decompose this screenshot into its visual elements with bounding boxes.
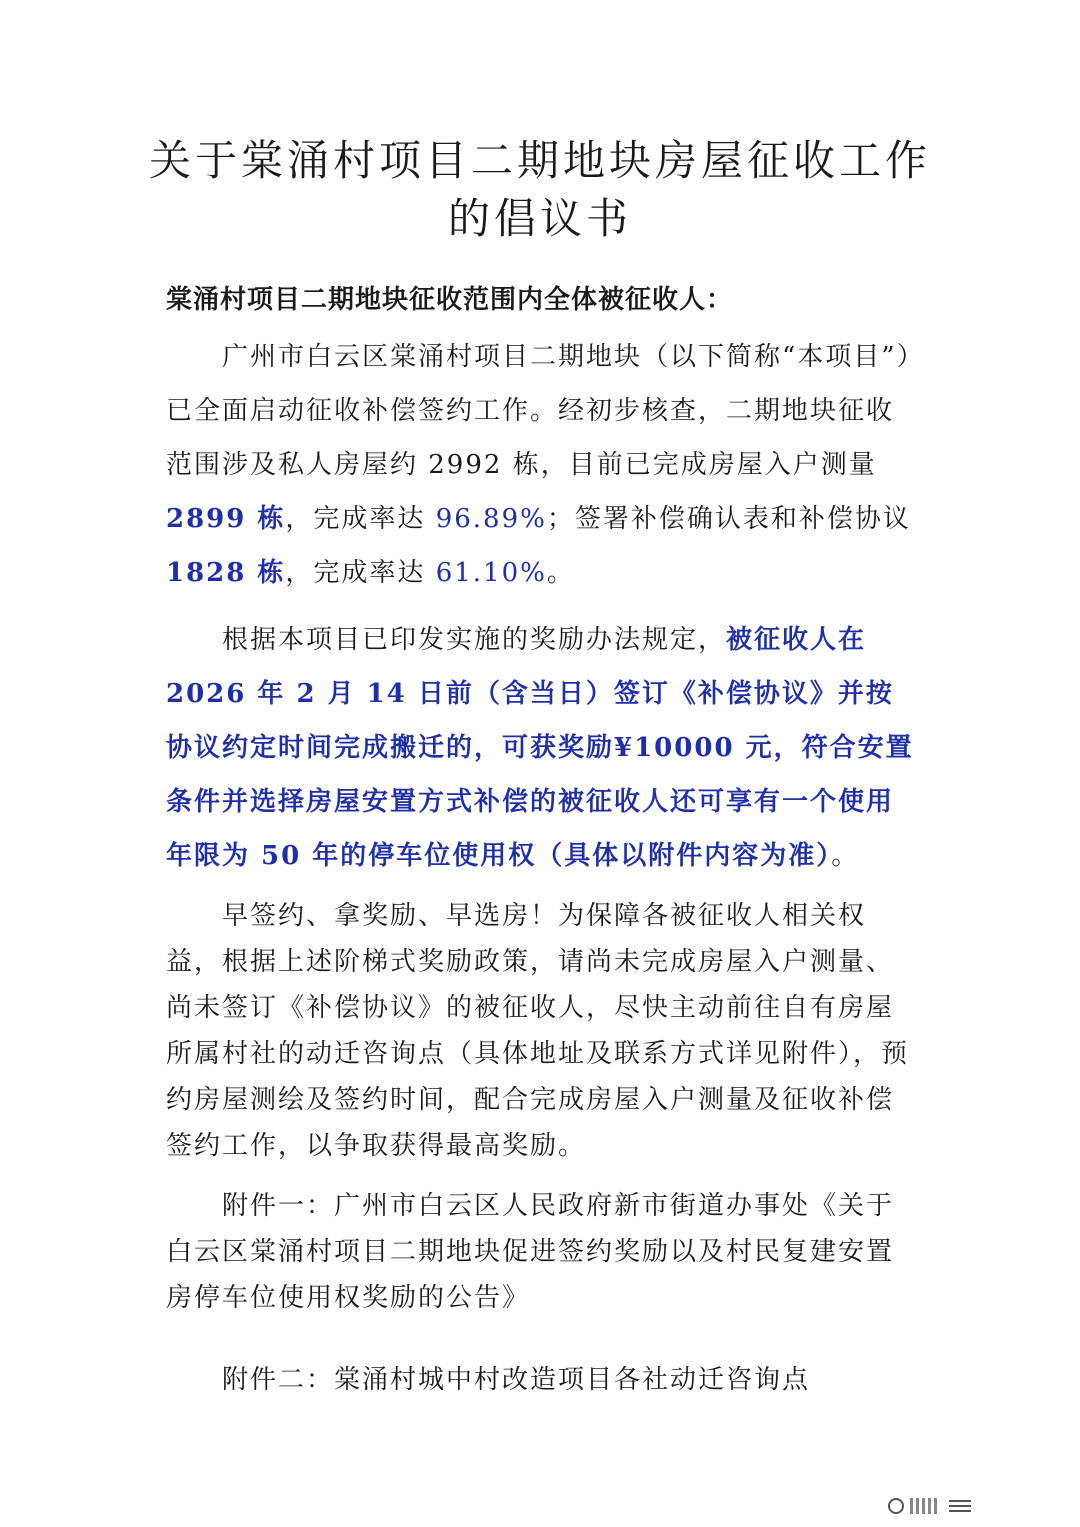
attachment-2: 附件二：棠涌村城中村改造项目各社动迁咨询点 (222, 1365, 811, 1395)
progress-text-end: 。 (546, 558, 575, 588)
measured-count: 2899 栋 (166, 504, 286, 534)
reward-highlight: 被征收人在 2026 年 2 月 14 日前（含当日）签订《补偿协议》并按协议约定时间完成搬迁的，可获奖励¥10000 元，符合安置条件并选择房屋安置方式补偿的被征收人还可享有一个使用年限为 50 年的停车位使用权（具体以附件内容为准） (166, 625, 914, 871)
progress-text-rate-label: ，完成率达 (285, 504, 436, 534)
reward-text-end: 。 (831, 841, 860, 871)
document-title-line2: 的倡议书 (447, 194, 632, 243)
menu-lines-icon (949, 1500, 971, 1512)
paragraph-progress (166, 330, 918, 600)
watermark-logo (888, 1495, 1058, 1517)
paragraph-reward (166, 613, 918, 883)
reward-text-intro: 根据本项目已印发实施的奖励办法规定， (222, 625, 727, 655)
progress-text-rate-label-2: ，完成率达 (285, 558, 436, 588)
document-title-line1: 关于棠涌村项目二期地块房屋征收工作 (148, 136, 931, 185)
attachment-1: 附件一：广州市白云区人民政府新市街道办事处《关于白云区棠涌村项目二期地块促进签约奖励以及村民复建安置房停车位使用权奖励的公告》 (166, 1191, 895, 1313)
progress-text-signed-label: ；签署补偿确认表和补偿协议 (546, 504, 911, 534)
progress-text-intro: 广州市白云区棠涌村项目二期地块（以下简称“本项目”）已全面启动征收补偿签约工作。经初步核查，二期地块征收范围涉及私人房屋约 2992 栋，目前已完成房屋入户测量 (166, 342, 912, 480)
circle-icon (888, 1498, 904, 1514)
measured-rate: 96.89% (435, 504, 547, 534)
signed-count: 1828 栋 (166, 558, 286, 588)
signed-rate: 61.10% (435, 558, 547, 588)
bars-icon (910, 1498, 937, 1514)
paragraph-call-to-action: 早签约、拿奖励、早选房！为保障各被征收人相关权益，根据上述阶梯式奖励政策，请尚未完成房屋入户测量、尚未签订《补偿协议》的被征收人，尽快主动前往自有房屋所属村社的动迁咨询点（具体地址及联系方式详见附件），预约房屋测绘及签约时间，配合完成房屋入户测量及征收补偿签约工作，以争取获得最高奖励。 (166, 901, 910, 1161)
salutation: 棠涌村项目二期地块征收范围内全体被征收人： (166, 285, 734, 315)
